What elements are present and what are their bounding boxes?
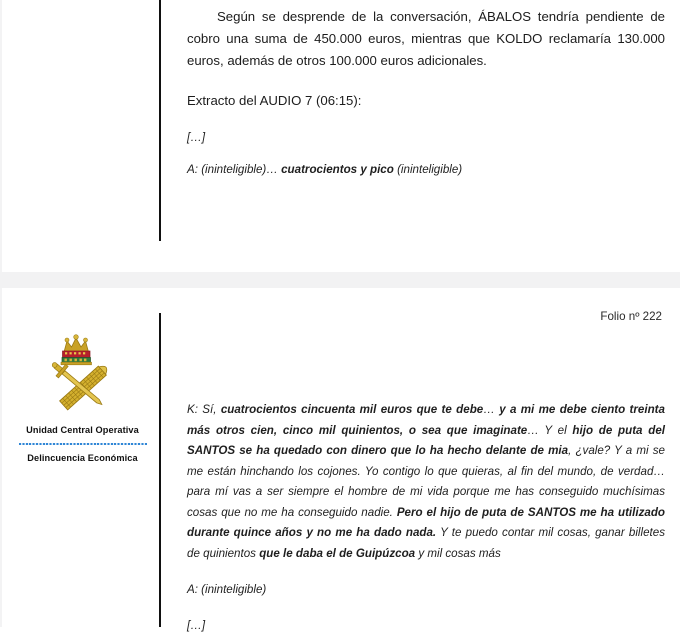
document-page-one [2,0,680,272]
transcript-seg-7: , ¿vale? Y a mi se me están hinchando los cojones. Yo contigo lo que quieras, al fin del mundo, de verdad… para mí vas a ser siempre el hombre de mi vida porque me has conseguido muchísimas cosas que no me ha conseguido nadie. [187,444,665,519]
folio-number: Folio nº 222 [600,310,662,323]
transcript-line-k [187,400,665,564]
dialogue-text-emphasis: cuatrocientos y pico [281,163,394,176]
transcript-seg-10: que le daba el de Guipúzcoa [259,546,416,560]
transcript-speaker-k: K: [187,403,203,416]
transcript-seg-2: cuatrocientos cincuenta mil euros que te debe [220,403,484,416]
transcript-seg-1: Sí, [202,403,221,416]
transcript-seg-11: y mil cosas más [415,546,501,560]
letterhead-block [10,330,155,464]
dialogue-text-post: (ininteligible) [393,163,463,176]
dialogue-text-pre: (ininteligible)… [201,163,282,176]
page-two-text-column [187,400,665,636]
transcript-seg-8: Pero el hijo de puta de SANTOS me ha utilizado durante quince años y no me ha dado nada. [187,505,666,539]
ellipsis-marker-bottom: […] [187,619,206,632]
transcript-seg-4: y a mi me debe ciento treinta más otros cien, cinco mil quinientos, o sea que imaginate [187,403,665,437]
subunit-name-label: Delincuencia Económica [27,453,138,463]
guardia-civil-emblem-icon [40,330,126,412]
letterhead-divider [19,443,147,445]
dialogue-speaker-a: A: [187,163,202,176]
summary-paragraph: Según se desprende de la conversación, ÁBALOS tendría pendiente de cobro una suma de 450.000 euros, mientras que KOLDO reclamaría 130.000 euros, además de otros 100.000 euros adicionales. [187,9,665,68]
page-separator-gap [0,272,680,288]
document-page-two [2,288,680,632]
ellipsis-marker-top: […] [187,131,206,144]
transcript-seg-5: … Y el [527,423,573,437]
transcript-seg-9: Y te puedo contar mil cosas, ganar billetes de quinientos [187,526,665,560]
page-one-text-column [187,6,665,180]
transcript-seg-6: hijo de puta del SANTOS se ha quedado con dinero que lo ha hecho delante de mia [187,423,665,457]
page-margin-rule [159,0,161,241]
audio-extract-heading: Extracto del AUDIO 7 (06:15): [187,93,362,108]
transcript-seg-3: … [483,403,500,416]
page-margin-rule [159,313,161,627]
transcript-reply-a: A: (ininteligible) [187,583,267,596]
dialogue-line-a [187,160,665,180]
unit-name-label: Unidad Central Operativa [26,425,139,435]
